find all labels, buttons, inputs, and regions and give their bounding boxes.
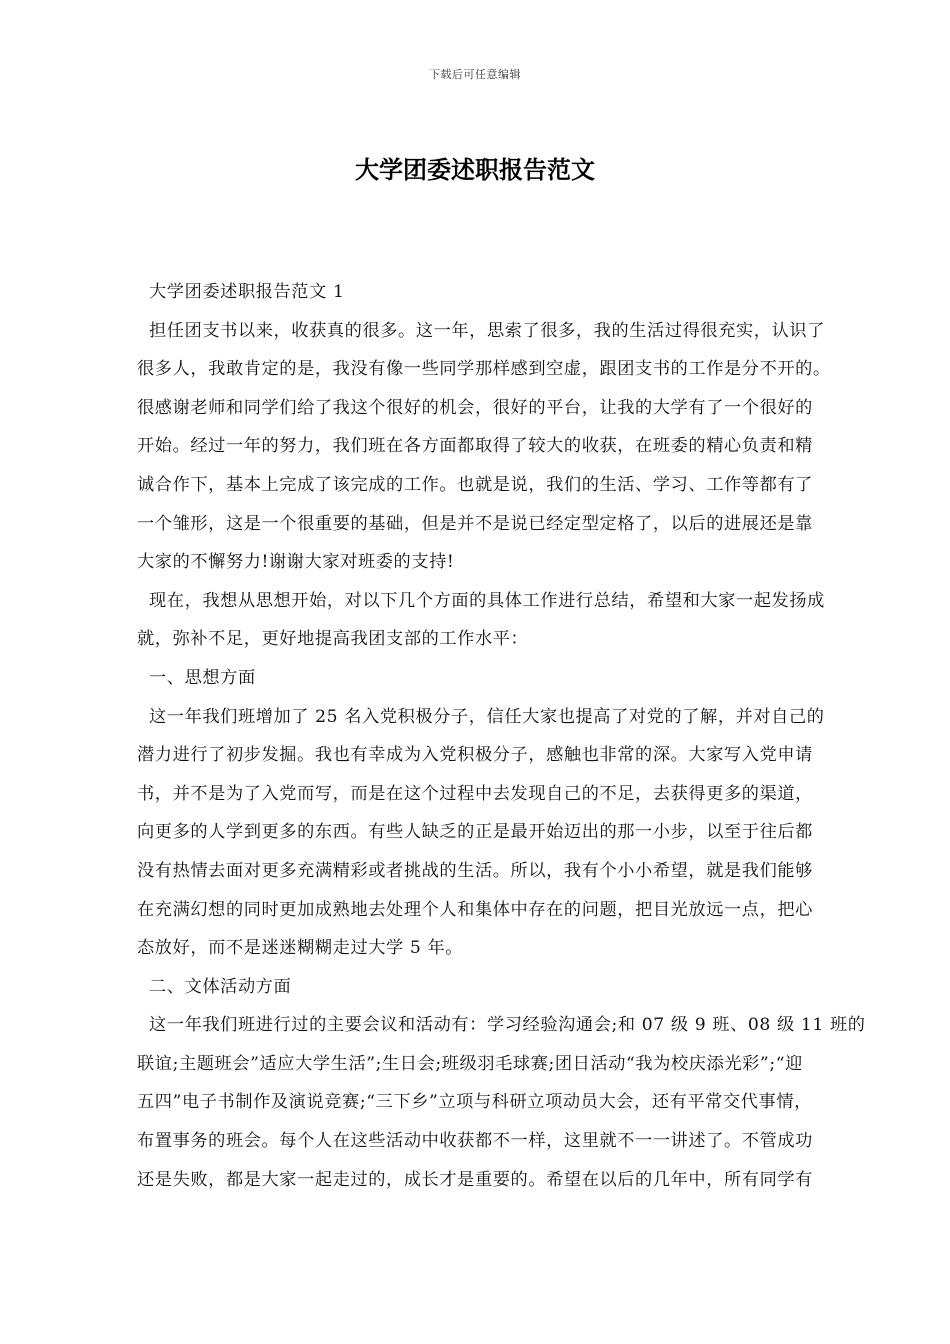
paragraph-line: 这一年我们班增加了 25 名入党积极分子，信任大家也提高了对党的了解，并对自己的 bbox=[149, 706, 825, 727]
paragraph-line: 一个雏形，这是一个很重要的基础，但是并不是说已经定型定格了，以后的进展还是靠 bbox=[137, 513, 813, 534]
header-note: 下载后可任意编辑 bbox=[429, 68, 521, 81]
subsection-heading: 一、思想方面 bbox=[149, 667, 256, 688]
paragraph-line: 潜力进行了初步发掘。我也有幸成为入党积极分子，感触也非常的深。大家写入党申请 bbox=[137, 745, 813, 766]
paragraph-line: 布置事务的班会。每个人在这些活动中收获都不一样，这里就不一一讲述了。不管成功 bbox=[137, 1131, 813, 1152]
paragraph-line: 诚合作下，基本上完成了该完成的工作。也就是说，我们的生活、学习、工作等都有了 bbox=[137, 474, 813, 495]
document-body bbox=[137, 273, 897, 1199]
paragraph-line: 大家的不懈努力!谢谢大家对班委的支持! bbox=[137, 552, 455, 573]
document-title: 大学团委述职报告范文 bbox=[355, 156, 595, 184]
paragraph-line: 联谊;主题班会”适应大学生活”;生日会;班级羽毛球赛;团日活动“我为校庆添光彩”;“迎 bbox=[137, 1053, 803, 1074]
paragraph-line: 在充满幻想的同时更加成熟地去处理个人和集体中存在的问题，把目光放远一点，把心 bbox=[137, 899, 813, 920]
paragraph-line: 五四”电子书制作及演说竞赛;“三下乡”立项与科研立项动员大会，还有平常交代事情， bbox=[137, 1092, 812, 1113]
paragraph-line: 这一年我们班进行过的主要会议和活动有：学习经验沟通会;和 07 级 9 班、08 级 11 班的 bbox=[149, 1015, 866, 1036]
paragraph-line: 开始。经过一年的努力，我们班在各方面都取得了较大的收获，在班委的精心负责和精 bbox=[137, 436, 813, 457]
paragraph-line: 书，并不是为了入党而写，而是在这个过程中去发现自己的不足，去获得更多的渠道， bbox=[137, 783, 813, 804]
paragraph-line: 现在，我想从思想开始，对以下几个方面的具体工作进行总结，希望和大家一起发扬成 bbox=[149, 590, 825, 611]
paragraph-line: 就，弥补不足，更好地提高我团支部的工作水平： bbox=[137, 629, 529, 650]
paragraph-line: 担任团支书以来，收获真的很多。这一年，思索了很多，我的生活过得很充实，认识了 bbox=[149, 320, 825, 341]
paragraph-line: 态放好，而不是迷迷糊糊走过大学 5 年。 bbox=[137, 938, 464, 959]
paragraph-line: 很感谢老师和同学们给了我这个很好的机会，很好的平台，让我的大学有了一个很好的 bbox=[137, 397, 813, 418]
paragraph-line: 很多人，我敢肯定的是，我没有像一些同学那样感到空虚，跟团支书的工作是分不开的。 bbox=[137, 359, 831, 380]
paragraph-line: 没有热情去面对更多充满精彩或者挑战的生活。所以，我有个小小希望，就是我们能够 bbox=[137, 860, 813, 881]
paragraph-line: 还是失败，都是大家一起走过的，成长才是重要的。希望在以后的几年中，所有同学有 bbox=[137, 1169, 813, 1190]
paragraph-line: 向更多的人学到更多的东西。有些人缺乏的正是最开始迈出的那一小步，以至于往后都 bbox=[137, 822, 813, 843]
subsection-heading: 二、文体活动方面 bbox=[149, 976, 292, 997]
section-heading: 大学团委述职报告范文 1 bbox=[149, 282, 345, 302]
